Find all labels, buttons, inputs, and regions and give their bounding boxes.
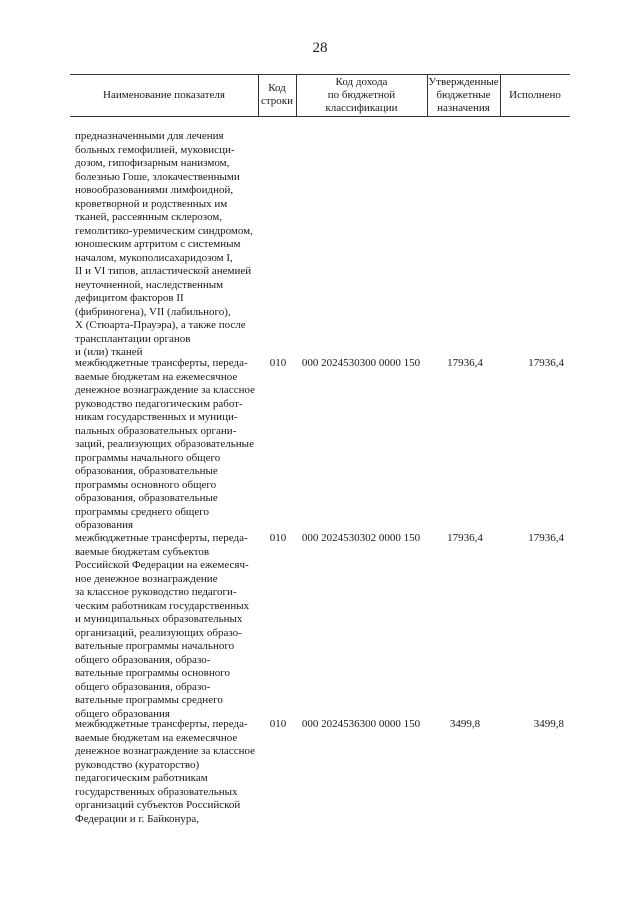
income-code: 000 2024536300 0000 150 (301, 718, 421, 730)
header-indicator-name: Наименование показателя (103, 88, 225, 101)
row-code: 010 (269, 532, 287, 544)
row-code: 010 (269, 357, 287, 369)
indicator-text: межбюджетные трансферты, переда- ваемые бюджетам субъектов Российской Федерации на ежемесяч- ное денежное вознаграждение за классное руководство педагоги- ческим работникам государственных и муниципальных образовательных организаций, реализующих образо- вательные программы начального общего образования, образо- вательные программы основного общего образования, образо- вательные программы среднего общего образования (75, 532, 250, 720)
approved-amount: 3499,8 (449, 718, 481, 730)
income-code: 000 2024530302 0000 150 (301, 532, 421, 544)
executed-amount: 3499,8 (533, 718, 564, 730)
header-executed: Исполнено (509, 88, 561, 101)
row-code: 010 (269, 718, 287, 730)
indicator-text: предназначенными для лечения больных гемофилией, муковисци- дозом, гипофизарным нанизмом, болезнью Гоше, злокачественными новообразованиями лимфоидной, кроветворной и родственных им тканей, рассеянным склерозом, гемолитико-уремическим синдромом, юношеским артритом с системным началом, мукополисахаридозом I, II и VI типов, апластической анемией неуточненной, наследственным дефицитом факторов II (фибриногена), VII (лабильного), X (Стюарта-Прауэра), а также после трансплантации органов и (или) тканей (75, 130, 253, 358)
income-code: 000 2024530300 0000 150 (301, 357, 421, 369)
indicator-text: межбюджетные трансферты, переда- ваемые бюджетам на ежемесячное денежное вознаграждение за классное руководство педагогическим работ- никам государственных и муници- пальных образовательных органи- заций, реализующих образовательные программы начального общего образования, образовательные программы основного общего образования, образовательные программы среднего общего образования (75, 357, 255, 531)
approved-amount: 17936,4 (447, 532, 483, 544)
header-income-code: Код дохода по бюджетной классификации (325, 75, 398, 114)
approved-amount: 17936,4 (447, 357, 483, 369)
page-number: 28 (312, 40, 328, 56)
indicator-text: межбюджетные трансферты, переда- ваемые бюджетам на ежемесячное денежное вознаграждение за классное руководство (кураторство) педагогическим работникам государственных образовательных организаций субъектов Российской Федерации и г. Байконура, (75, 718, 255, 825)
executed-amount: 17936,4 (528, 532, 564, 544)
executed-amount: 17936,4 (528, 357, 564, 369)
table-header-bottom-rule (70, 116, 570, 117)
header-row-code: Код строки (260, 82, 294, 107)
header-approved: Утвержденные бюджетные назначения (428, 75, 499, 114)
